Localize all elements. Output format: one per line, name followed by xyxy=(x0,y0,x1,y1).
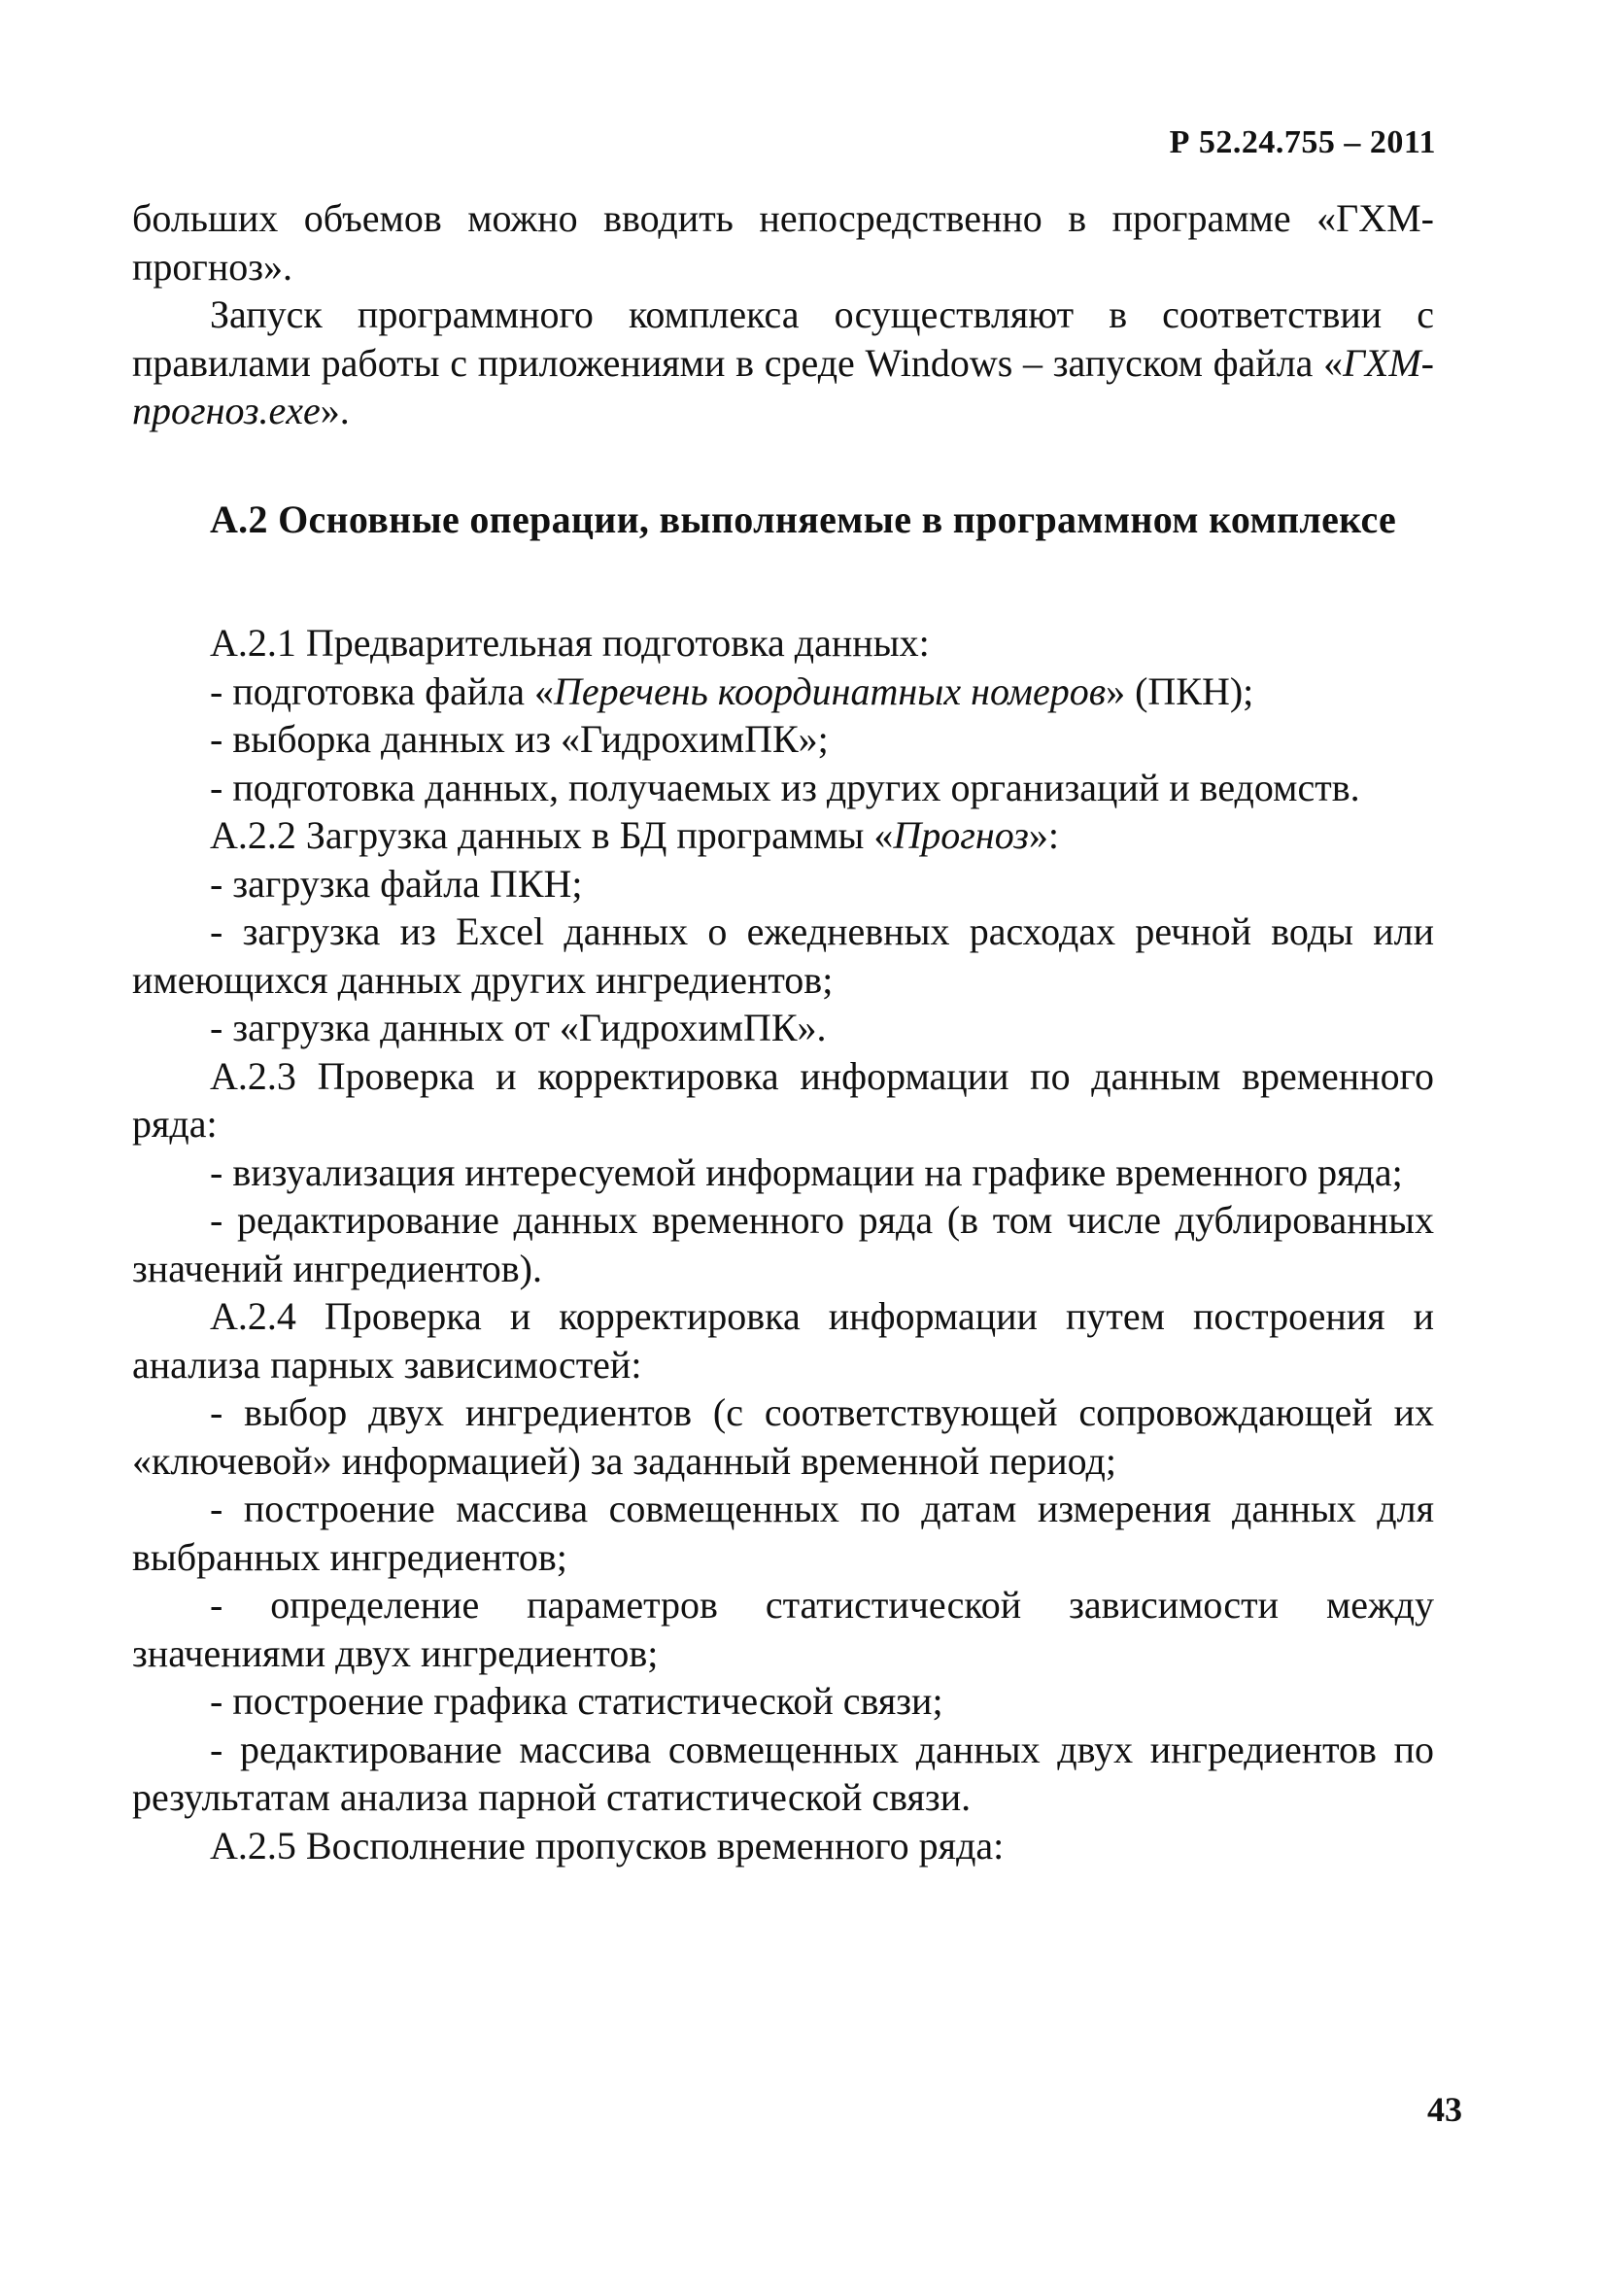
intro-paragraph-2-end: ». xyxy=(320,389,350,432)
a22-item-1: - загрузка файла ПКН; xyxy=(210,861,583,906)
page-number: 43 xyxy=(1427,2090,1462,2129)
a24-item-2: - построение массива совмещенных по датам измерения данных для выбранных ингредиентов; xyxy=(132,1487,1434,1579)
page-body xyxy=(132,194,1434,1869)
intro-paragraph-1: больших объемов можно вводить непосредственно в программе «ГХМ-прогноз». xyxy=(132,196,1434,289)
a22-title-end: »: xyxy=(1028,813,1059,857)
a21-item-1 xyxy=(132,668,1434,716)
intro-paragraph-2 xyxy=(132,291,1434,435)
a24-item-1: - выбор двух ингредиентов (с соответствующей сопровождающей их «ключевой» информацией) за заданный временной период; xyxy=(132,1390,1434,1483)
a22-title xyxy=(132,811,1434,860)
intro-paragraph-2-start: Запуск программного комплекса осуществляют в соответствии с правилами работы с приложениями в среде Windows – запуском файла « xyxy=(132,292,1434,385)
a21-title: А.2.1 Предварительная подготовка данных: xyxy=(210,621,930,665)
a24-item-4: - построение графика статистической связи; xyxy=(210,1679,943,1723)
a21-item-1-italic: Перечень координатных номеров xyxy=(554,668,1107,713)
a22-item-2: - загрузка из Excel данных о ежедневных расходах речной воды или имеющихся данных других ингредиентов; xyxy=(132,909,1434,1002)
a23-item-1: - визуализация интересуемой информации на графике временного ряда; xyxy=(210,1149,1403,1194)
exe-file-name: ГХМ-прогноз.exe xyxy=(132,340,1434,432)
a24-title: А.2.4 Проверка и корректировка информации путем построения и анализа парных зависимостей: xyxy=(132,1294,1434,1387)
a21-item-1-start: - подготовка файла « xyxy=(210,668,555,713)
a22-title-italic: Прогноз xyxy=(893,813,1029,857)
a22-title-start: А.2.2 Загрузка данных в БД программы « xyxy=(210,813,894,857)
a24-item-3: - определение параметров статистической зависимости между значениями двух ингредиентов; xyxy=(132,1583,1434,1675)
section-heading: А.2 Основные операции, выполняемые в программном комплексе xyxy=(210,497,1397,541)
a21-item-1-end: » (ПКН); xyxy=(1106,668,1254,713)
document-code: Р 52.24.755 – 2011 xyxy=(1169,124,1436,160)
a21-item-3: - подготовка данных, получаемых из других организаций и ведомств. xyxy=(210,765,1360,809)
a22-item-3: - загрузка данных от «ГидрохимПК». xyxy=(210,1006,827,1049)
a23-title: А.2.3 Проверка и корректировка информации по данным временного ряда: xyxy=(132,1053,1434,1146)
a24-item-5: - редактирование массива совмещенных данных двух ингредиентов по результатам анализа парной статистической связи. xyxy=(132,1727,1434,1819)
a23-item-2: - редактирование данных временного ряда (в том числе дублированных значений ингредиентов). xyxy=(132,1198,1434,1290)
a25-title: А.2.5 Восполнение пропусков временного ряда: xyxy=(210,1823,1005,1868)
a21-item-2: - выборка данных из «ГидрохимПК»; xyxy=(210,717,829,761)
